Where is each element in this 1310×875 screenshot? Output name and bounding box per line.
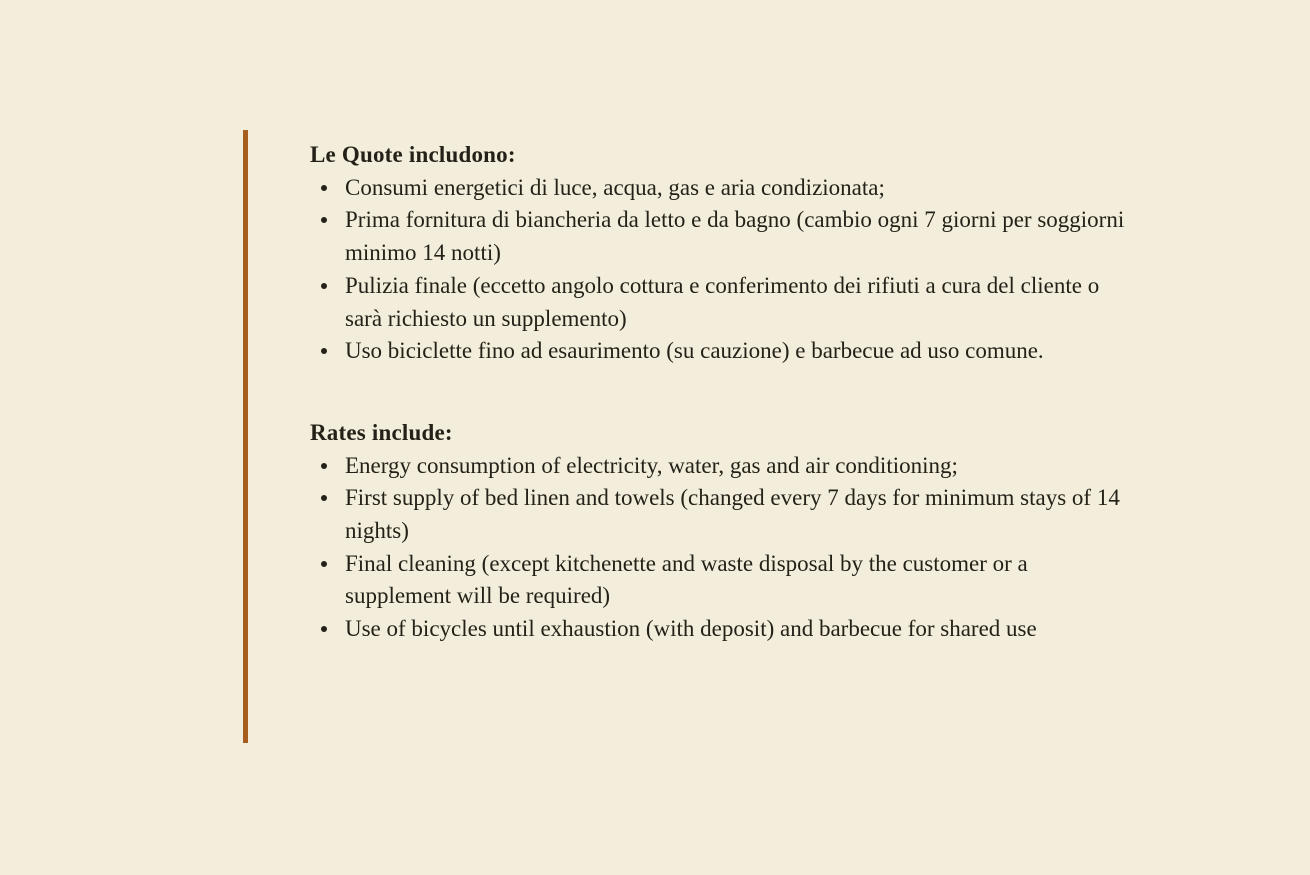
section-heading-it: Le Quote includono: — [310, 142, 516, 167]
section-rates-en — [310, 417, 1135, 646]
included-items-list-it — [310, 172, 1135, 368]
list-item-text: Prima fornitura di biancheria da letto e da bagno (cambio ogni 7 giorni per soggiorni minimo 14 notti) — [345, 207, 1125, 266]
list-item — [310, 204, 1135, 269]
list-item-text: First supply of bed linen and towels (changed every 7 days for minimum stays of 14 nights) — [345, 485, 1120, 544]
bullet-icon — [321, 561, 327, 567]
bullet-icon — [321, 348, 327, 354]
list-item-text: Energy consumption of electricity, water, gas and air conditioning; — [345, 452, 958, 478]
accent-bar — [243, 130, 248, 743]
list-item-text: Use of bicycles until exhaustion (with deposit) and barbecue for shared use — [345, 616, 1037, 642]
list-item-text: Pulizia finale (eccetto angolo cottura e conferimento dei rifiuti a cura del cliente o sarà richiesto un supplemento) — [345, 272, 1100, 331]
section-quote-it — [310, 139, 1135, 368]
list-item — [310, 335, 1135, 368]
content-column — [310, 139, 1135, 646]
list-item-text: Final cleaning (except kitchenette and waste disposal by the customer or a supplement will be required) — [345, 550, 1028, 609]
list-item — [310, 172, 1135, 205]
list-item-text: Uso biciclette fino ad esaurimento (su cauzione) e barbecue ad uso comune. — [345, 338, 1044, 364]
included-items-list-en — [310, 450, 1135, 646]
bullet-icon — [321, 463, 327, 469]
list-item-text: Consumi energetici di luce, acqua, gas e aria condizionata; — [345, 174, 885, 200]
bullet-icon — [321, 495, 327, 501]
list-item — [310, 450, 1135, 483]
bullet-icon — [321, 185, 327, 191]
list-item — [310, 270, 1135, 335]
bullet-icon — [321, 626, 327, 632]
list-item — [310, 482, 1135, 547]
section-heading-en: Rates include: — [310, 419, 453, 445]
list-item — [310, 613, 1135, 646]
bullet-icon — [321, 217, 327, 223]
list-item — [310, 548, 1135, 613]
bullet-icon — [321, 283, 327, 289]
